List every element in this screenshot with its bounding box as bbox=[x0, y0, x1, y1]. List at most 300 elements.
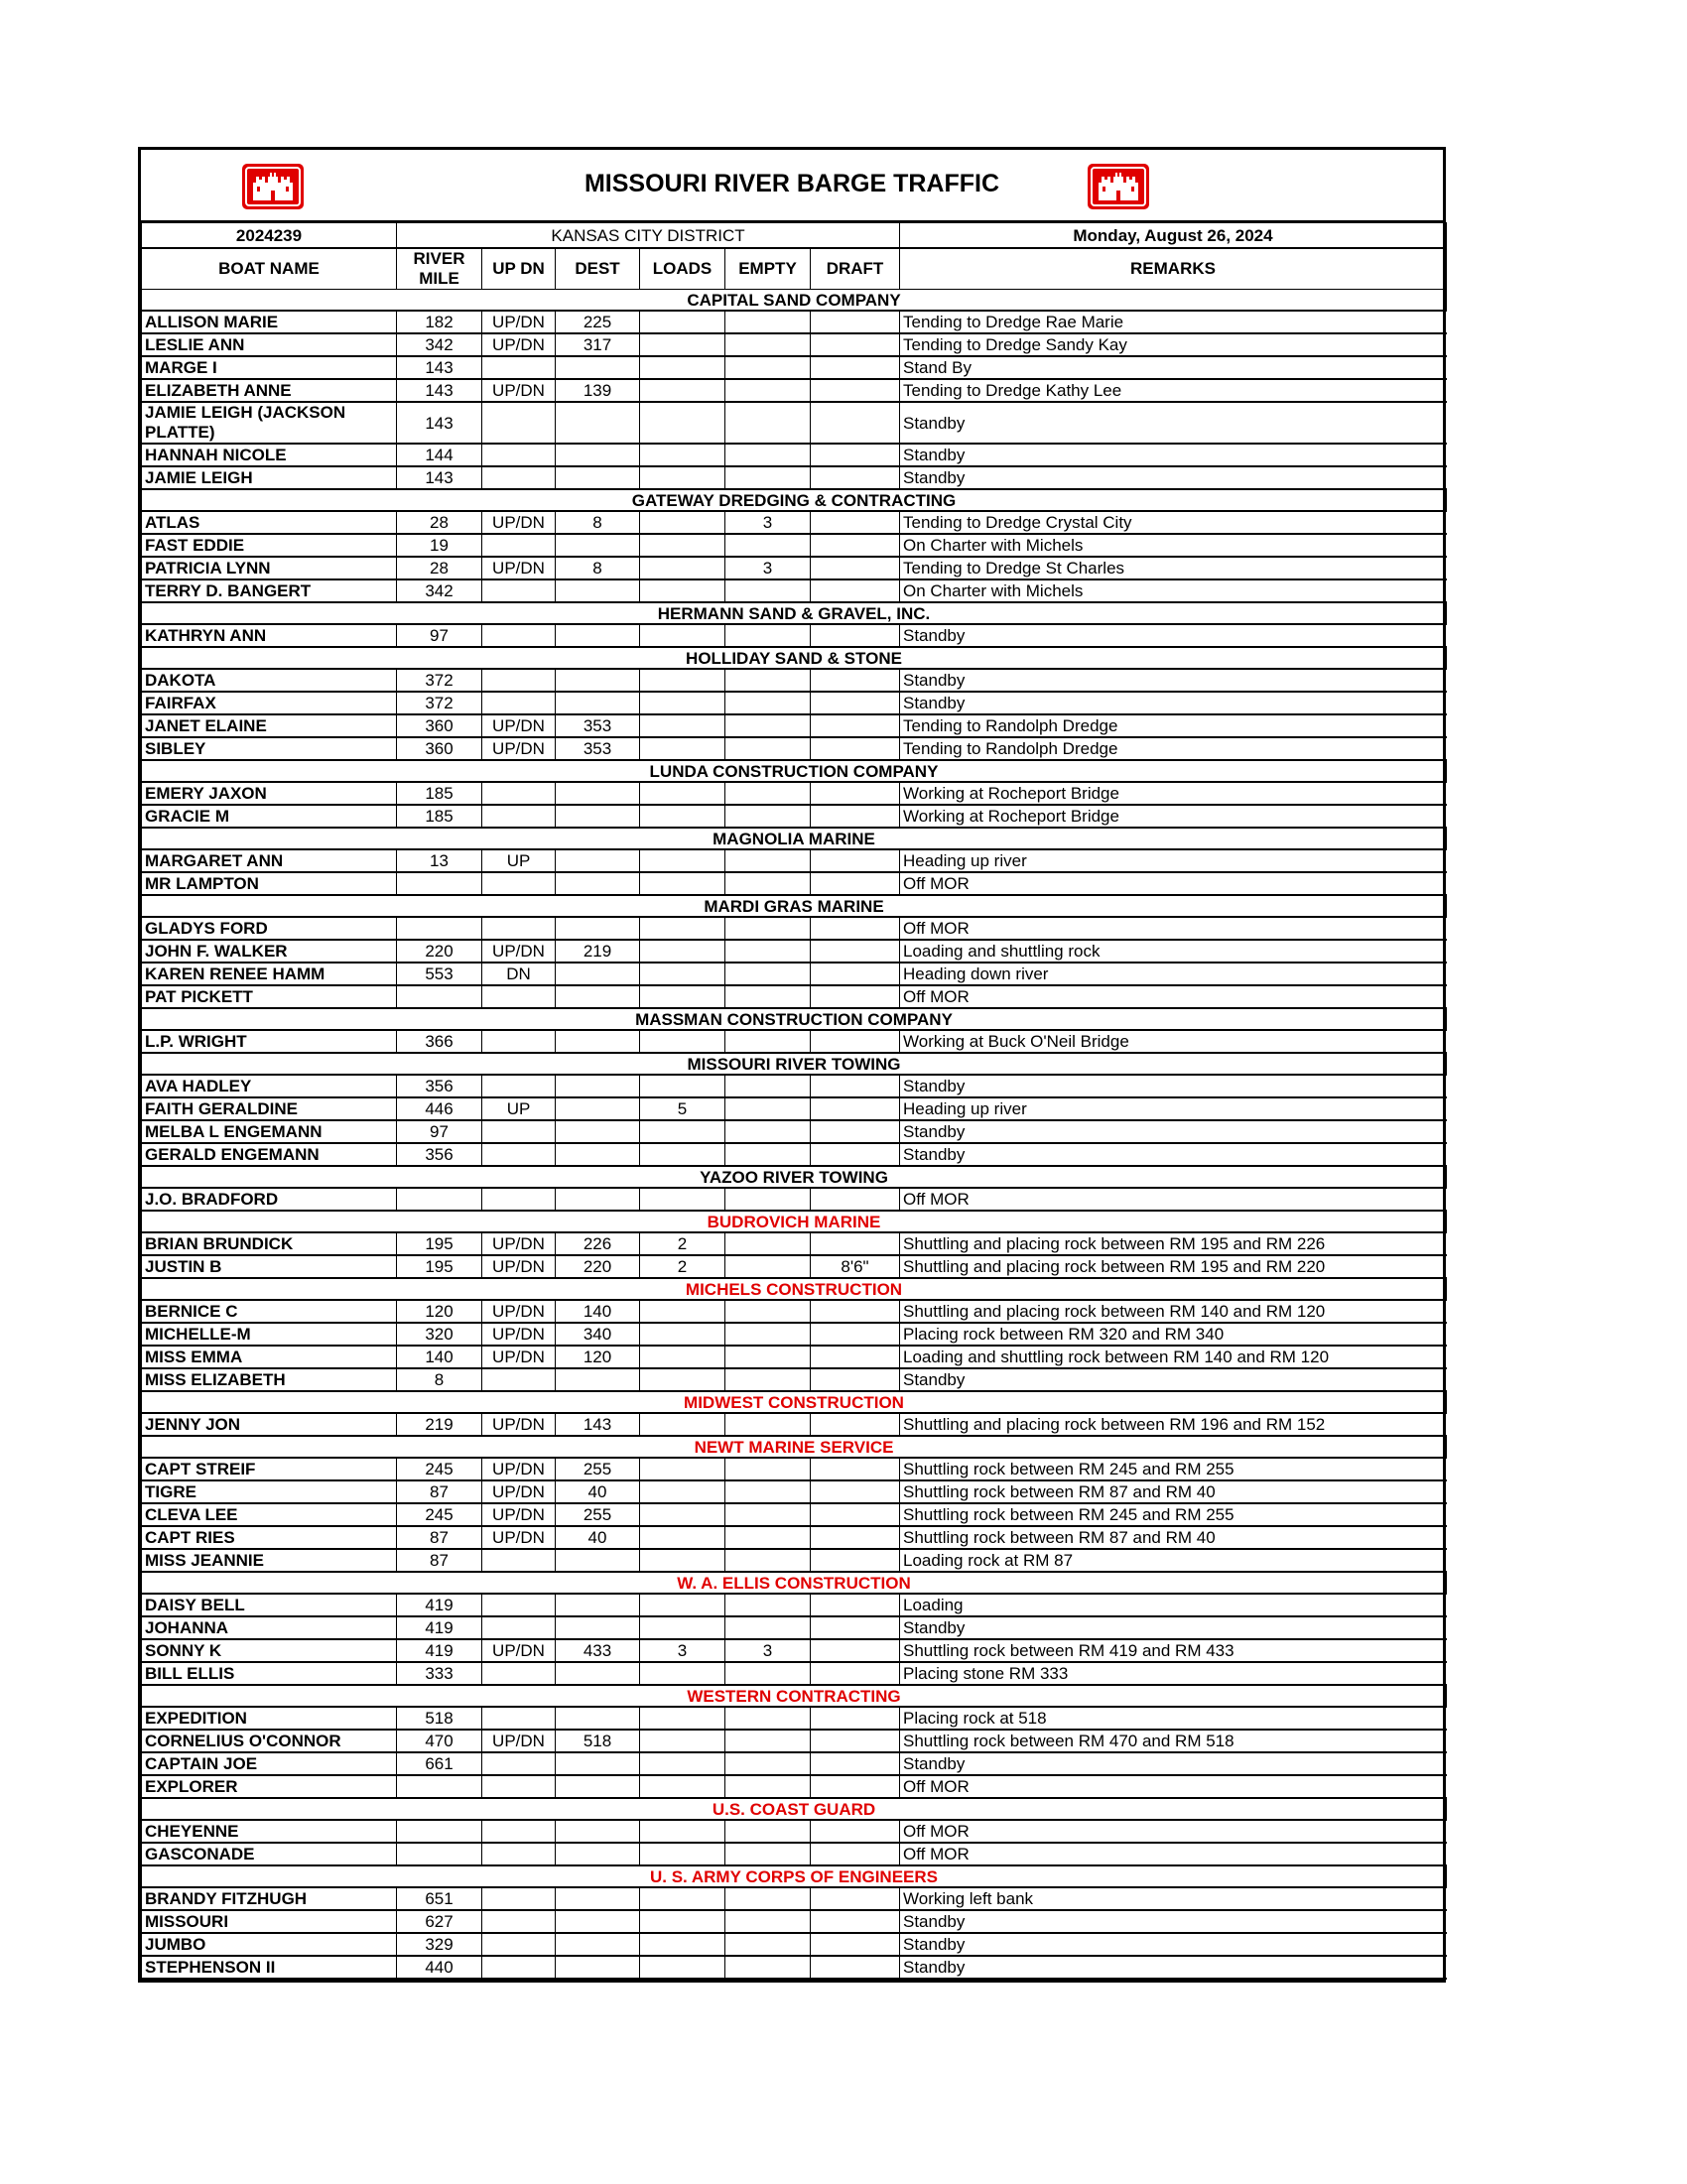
table-row bbox=[142, 1346, 1447, 1368]
remarks: Standby bbox=[900, 624, 1447, 647]
direction bbox=[482, 985, 556, 1008]
remarks: Standby bbox=[900, 1752, 1447, 1775]
destination: 8 bbox=[556, 557, 640, 579]
destination bbox=[556, 1662, 640, 1685]
empty bbox=[725, 1300, 811, 1323]
draft bbox=[811, 579, 900, 602]
draft bbox=[811, 872, 900, 895]
river-mile: 320 bbox=[397, 1323, 482, 1346]
draft bbox=[811, 985, 900, 1008]
empty bbox=[725, 1549, 811, 1572]
loads bbox=[640, 917, 725, 940]
direction bbox=[482, 1662, 556, 1685]
table-row bbox=[142, 444, 1447, 466]
empty: 3 bbox=[725, 511, 811, 534]
direction bbox=[482, 782, 556, 805]
destination bbox=[556, 402, 640, 444]
boat-name: FAIRFAX bbox=[142, 692, 397, 714]
boat-name: MISS EMMA bbox=[142, 1346, 397, 1368]
direction bbox=[482, 1820, 556, 1843]
direction: UP/DN bbox=[482, 1413, 556, 1436]
empty bbox=[725, 1752, 811, 1775]
section-title: U.S. COAST GUARD bbox=[142, 1798, 1447, 1820]
section-title: MICHELS CONSTRUCTION bbox=[142, 1278, 1447, 1300]
remarks: Working at Buck O'Neil Bridge bbox=[900, 1030, 1447, 1053]
river-mile: 185 bbox=[397, 805, 482, 828]
remarks: Shuttling and placing rock between RM 195 and RM 220 bbox=[900, 1255, 1447, 1278]
loads bbox=[640, 1526, 725, 1549]
destination bbox=[556, 1775, 640, 1798]
river-mile: 372 bbox=[397, 669, 482, 692]
draft bbox=[811, 1503, 900, 1526]
boat-name: AVA HADLEY bbox=[142, 1075, 397, 1097]
section-title: W. A. ELLIS CONSTRUCTION bbox=[142, 1572, 1447, 1594]
river-mile bbox=[397, 1820, 482, 1843]
loads bbox=[640, 1752, 725, 1775]
boat-name: CHEYENNE bbox=[142, 1820, 397, 1843]
loads bbox=[640, 1323, 725, 1346]
remarks: Loading rock at RM 87 bbox=[900, 1549, 1447, 1572]
table-row bbox=[142, 1300, 1447, 1323]
loads bbox=[640, 579, 725, 602]
table-row bbox=[142, 1662, 1447, 1685]
table-row bbox=[142, 1752, 1447, 1775]
loads bbox=[640, 1775, 725, 1798]
boat-name: JAMIE LEIGH bbox=[142, 466, 397, 489]
direction bbox=[482, 805, 556, 828]
river-mile: 28 bbox=[397, 511, 482, 534]
remarks: Shuttling rock between RM 87 and RM 40 bbox=[900, 1480, 1447, 1503]
loads bbox=[640, 1887, 725, 1910]
river-mile: 185 bbox=[397, 782, 482, 805]
remarks: Tending to Randolph Dredge bbox=[900, 737, 1447, 760]
section-header bbox=[142, 828, 1447, 849]
empty: 3 bbox=[725, 557, 811, 579]
river-mile: 13 bbox=[397, 849, 482, 872]
loads bbox=[640, 692, 725, 714]
direction bbox=[482, 1120, 556, 1143]
direction bbox=[482, 1368, 556, 1391]
table-row bbox=[142, 1639, 1447, 1662]
loads bbox=[640, 1616, 725, 1639]
section-title: NEWT MARINE SERVICE bbox=[142, 1436, 1447, 1458]
river-mile: 19 bbox=[397, 534, 482, 557]
loads: 2 bbox=[640, 1255, 725, 1278]
river-mile bbox=[397, 1775, 482, 1798]
destination bbox=[556, 1843, 640, 1865]
castle-logo-icon bbox=[1087, 163, 1150, 210]
remarks: Off MOR bbox=[900, 1843, 1447, 1865]
river-mile: 143 bbox=[397, 356, 482, 379]
direction bbox=[482, 444, 556, 466]
direction: UP/DN bbox=[482, 1232, 556, 1255]
loads bbox=[640, 737, 725, 760]
table-row bbox=[142, 963, 1447, 985]
loads bbox=[640, 1120, 725, 1143]
boat-name: JUMBO bbox=[142, 1933, 397, 1956]
destination bbox=[556, 1887, 640, 1910]
draft bbox=[811, 1910, 900, 1933]
river-mile bbox=[397, 985, 482, 1008]
draft bbox=[811, 1843, 900, 1865]
boat-name: MR LAMPTON bbox=[142, 872, 397, 895]
loads bbox=[640, 1707, 725, 1730]
section-header bbox=[142, 1798, 1447, 1820]
direction: UP/DN bbox=[482, 1458, 556, 1480]
remarks: Tending to Dredge Sandy Kay bbox=[900, 333, 1447, 356]
loads bbox=[640, 1933, 725, 1956]
section-title: MIDWEST CONSTRUCTION bbox=[142, 1391, 1447, 1413]
boat-name: MISS ELIZABETH bbox=[142, 1368, 397, 1391]
section-title: HERMANN SAND & GRAVEL, INC. bbox=[142, 602, 1447, 624]
river-mile: 220 bbox=[397, 940, 482, 963]
loads bbox=[640, 1662, 725, 1685]
river-mile: 97 bbox=[397, 1120, 482, 1143]
remarks: Off MOR bbox=[900, 872, 1447, 895]
direction bbox=[482, 692, 556, 714]
draft bbox=[811, 805, 900, 828]
direction bbox=[482, 1910, 556, 1933]
boat-name: ALLISON MARIE bbox=[142, 311, 397, 333]
destination bbox=[556, 849, 640, 872]
table-row bbox=[142, 624, 1447, 647]
section-header bbox=[142, 1166, 1447, 1188]
loads bbox=[640, 940, 725, 963]
table-row bbox=[142, 534, 1447, 557]
remarks: Standby bbox=[900, 669, 1447, 692]
col-header-draft: DRAFT bbox=[811, 248, 900, 290]
table-row bbox=[142, 511, 1447, 534]
boat-name: ELIZABETH ANNE bbox=[142, 379, 397, 402]
destination bbox=[556, 1752, 640, 1775]
destination bbox=[556, 624, 640, 647]
empty bbox=[725, 333, 811, 356]
empty bbox=[725, 1097, 811, 1120]
section-header bbox=[142, 1436, 1447, 1458]
boat-name: JAMIE LEIGH (JACKSON PLATTE) bbox=[142, 402, 397, 444]
table-row bbox=[142, 1368, 1447, 1391]
table-row bbox=[142, 1075, 1447, 1097]
loads bbox=[640, 963, 725, 985]
section-header bbox=[142, 1572, 1447, 1594]
table-row bbox=[142, 692, 1447, 714]
table-row bbox=[142, 466, 1447, 489]
section-header bbox=[142, 760, 1447, 782]
empty bbox=[725, 1820, 811, 1843]
table-row bbox=[142, 1594, 1447, 1616]
draft bbox=[811, 311, 900, 333]
table-row bbox=[142, 1143, 1447, 1166]
remarks: Tending to Dredge Crystal City bbox=[900, 511, 1447, 534]
direction: UP/DN bbox=[482, 1503, 556, 1526]
draft bbox=[811, 333, 900, 356]
empty bbox=[725, 1707, 811, 1730]
table-row bbox=[142, 1933, 1447, 1956]
empty bbox=[725, 1910, 811, 1933]
remarks: Shuttling rock between RM 470 and RM 518 bbox=[900, 1730, 1447, 1752]
direction bbox=[482, 1594, 556, 1616]
loads bbox=[640, 782, 725, 805]
direction bbox=[482, 1549, 556, 1572]
table-row bbox=[142, 402, 1447, 444]
section-title: WESTERN CONTRACTING bbox=[142, 1685, 1447, 1707]
river-mile bbox=[397, 1188, 482, 1211]
empty bbox=[725, 356, 811, 379]
info-row bbox=[142, 223, 1447, 249]
river-mile: 440 bbox=[397, 1956, 482, 1979]
remarks: Loading and shuttling rock between RM 140 and RM 120 bbox=[900, 1346, 1447, 1368]
river-mile bbox=[397, 872, 482, 895]
destination bbox=[556, 1188, 640, 1211]
direction bbox=[482, 624, 556, 647]
direction bbox=[482, 1752, 556, 1775]
draft bbox=[811, 1775, 900, 1798]
boat-name: CAPT STREIF bbox=[142, 1458, 397, 1480]
destination bbox=[556, 1594, 640, 1616]
col-header-dest: DEST bbox=[556, 248, 640, 290]
river-mile: 627 bbox=[397, 1910, 482, 1933]
empty bbox=[725, 1030, 811, 1053]
loads bbox=[640, 402, 725, 444]
remarks: Off MOR bbox=[900, 985, 1447, 1008]
empty bbox=[725, 1323, 811, 1346]
river-mile: 372 bbox=[397, 692, 482, 714]
river-mile: 356 bbox=[397, 1075, 482, 1097]
draft bbox=[811, 356, 900, 379]
river-mile: 87 bbox=[397, 1480, 482, 1503]
boat-name: MARGE I bbox=[142, 356, 397, 379]
destination: 340 bbox=[556, 1323, 640, 1346]
boat-name: DAKOTA bbox=[142, 669, 397, 692]
draft bbox=[811, 379, 900, 402]
table-row bbox=[142, 1956, 1447, 1979]
remarks: Stand By bbox=[900, 356, 1447, 379]
destination bbox=[556, 963, 640, 985]
river-mile: 182 bbox=[397, 311, 482, 333]
district-name: KANSAS CITY DISTRICT bbox=[397, 223, 900, 249]
table-row bbox=[142, 356, 1447, 379]
direction bbox=[482, 1030, 556, 1053]
remarks: Heading up river bbox=[900, 1097, 1447, 1120]
section-title: YAZOO RIVER TOWING bbox=[142, 1166, 1447, 1188]
empty bbox=[725, 1730, 811, 1752]
direction: UP/DN bbox=[482, 1730, 556, 1752]
direction bbox=[482, 1933, 556, 1956]
table-row bbox=[142, 1526, 1447, 1549]
boat-name: STEPHENSON II bbox=[142, 1956, 397, 1979]
empty bbox=[725, 1662, 811, 1685]
river-mile: 446 bbox=[397, 1097, 482, 1120]
boat-name: EXPLORER bbox=[142, 1775, 397, 1798]
boat-name: TERRY D. BANGERT bbox=[142, 579, 397, 602]
direction bbox=[482, 1143, 556, 1166]
remarks: Working left bank bbox=[900, 1887, 1447, 1910]
boat-name: KATHRYN ANN bbox=[142, 624, 397, 647]
draft bbox=[811, 1300, 900, 1323]
empty bbox=[725, 805, 811, 828]
river-mile: 342 bbox=[397, 579, 482, 602]
boat-name: FAITH GERALDINE bbox=[142, 1097, 397, 1120]
draft bbox=[811, 1030, 900, 1053]
direction: UP/DN bbox=[482, 379, 556, 402]
direction: UP/DN bbox=[482, 714, 556, 737]
destination: 219 bbox=[556, 940, 640, 963]
destination bbox=[556, 1097, 640, 1120]
remarks: Shuttling rock between RM 245 and RM 255 bbox=[900, 1503, 1447, 1526]
destination bbox=[556, 805, 640, 828]
draft bbox=[811, 1639, 900, 1662]
section-header bbox=[142, 647, 1447, 669]
table-row bbox=[142, 1887, 1447, 1910]
remarks: Standby bbox=[900, 466, 1447, 489]
empty bbox=[725, 1594, 811, 1616]
empty bbox=[725, 624, 811, 647]
boat-name: GLADYS FORD bbox=[142, 917, 397, 940]
empty bbox=[725, 579, 811, 602]
draft bbox=[811, 1368, 900, 1391]
boat-name: CLEVA LEE bbox=[142, 1503, 397, 1526]
empty bbox=[725, 1480, 811, 1503]
draft bbox=[811, 1232, 900, 1255]
draft bbox=[811, 1323, 900, 1346]
destination: 8 bbox=[556, 511, 640, 534]
direction bbox=[482, 1887, 556, 1910]
boat-name: BILL ELLIS bbox=[142, 1662, 397, 1685]
loads bbox=[640, 624, 725, 647]
river-mile: 661 bbox=[397, 1752, 482, 1775]
section-header bbox=[142, 1685, 1447, 1707]
river-mile: 143 bbox=[397, 402, 482, 444]
loads bbox=[640, 985, 725, 1008]
table-row bbox=[142, 1413, 1447, 1436]
empty bbox=[725, 1775, 811, 1798]
draft bbox=[811, 940, 900, 963]
table-row bbox=[142, 872, 1447, 895]
destination: 40 bbox=[556, 1480, 640, 1503]
section-title: U. S. ARMY CORPS OF ENGINEERS bbox=[142, 1865, 1447, 1887]
river-mile: 651 bbox=[397, 1887, 482, 1910]
section-title: MASSMAN CONSTRUCTION COMPANY bbox=[142, 1008, 1447, 1030]
boat-name: J.O. BRADFORD bbox=[142, 1188, 397, 1211]
loads bbox=[640, 1143, 725, 1166]
destination bbox=[556, 1820, 640, 1843]
river-mile: 360 bbox=[397, 714, 482, 737]
destination bbox=[556, 669, 640, 692]
destination: 353 bbox=[556, 737, 640, 760]
table-row bbox=[142, 579, 1447, 602]
boat-name: BRANDY FITZHUGH bbox=[142, 1887, 397, 1910]
table-row bbox=[142, 1549, 1447, 1572]
loads bbox=[640, 1075, 725, 1097]
boat-name: SONNY K bbox=[142, 1639, 397, 1662]
section-header bbox=[142, 602, 1447, 624]
draft bbox=[811, 1616, 900, 1639]
section-title: GATEWAY DREDGING & CONTRACTING bbox=[142, 489, 1447, 511]
destination bbox=[556, 985, 640, 1008]
section-title: MAGNOLIA MARINE bbox=[142, 828, 1447, 849]
destination bbox=[556, 466, 640, 489]
empty bbox=[725, 1956, 811, 1979]
table-row bbox=[142, 1616, 1447, 1639]
boat-name: JENNY JON bbox=[142, 1413, 397, 1436]
draft bbox=[811, 511, 900, 534]
loads bbox=[640, 557, 725, 579]
draft bbox=[811, 669, 900, 692]
section-header bbox=[142, 290, 1447, 312]
loads bbox=[640, 1188, 725, 1211]
boat-name: KAREN RENEE HAMM bbox=[142, 963, 397, 985]
destination bbox=[556, 1143, 640, 1166]
draft bbox=[811, 402, 900, 444]
boat-name: SIBLEY bbox=[142, 737, 397, 760]
remarks: Heading up river bbox=[900, 849, 1447, 872]
loads bbox=[640, 1503, 725, 1526]
boat-name: FAST EDDIE bbox=[142, 534, 397, 557]
remarks: Working at Rocheport Bridge bbox=[900, 782, 1447, 805]
table-row bbox=[142, 1030, 1447, 1053]
boat-name: DAISY BELL bbox=[142, 1594, 397, 1616]
empty bbox=[725, 1526, 811, 1549]
remarks: Loading bbox=[900, 1594, 1447, 1616]
boat-name: MELBA L ENGEMANN bbox=[142, 1120, 397, 1143]
river-mile: 28 bbox=[397, 557, 482, 579]
section-title: LUNDA CONSTRUCTION COMPANY bbox=[142, 760, 1447, 782]
barge-traffic-sheet bbox=[138, 147, 1446, 1983]
river-mile: 342 bbox=[397, 333, 482, 356]
remarks: Standby bbox=[900, 1616, 1447, 1639]
draft bbox=[811, 1549, 900, 1572]
section-title: BUDROVICH MARINE bbox=[142, 1211, 1447, 1232]
direction bbox=[482, 1616, 556, 1639]
direction: UP/DN bbox=[482, 1526, 556, 1549]
loads bbox=[640, 849, 725, 872]
empty bbox=[725, 1503, 811, 1526]
table-row bbox=[142, 1820, 1447, 1843]
column-header-row bbox=[142, 248, 1447, 290]
loads: 5 bbox=[640, 1097, 725, 1120]
direction bbox=[482, 1956, 556, 1979]
empty bbox=[725, 714, 811, 737]
empty bbox=[725, 1933, 811, 1956]
boat-name: JUSTIN B bbox=[142, 1255, 397, 1278]
empty bbox=[725, 737, 811, 760]
river-mile: 143 bbox=[397, 379, 482, 402]
river-mile: 144 bbox=[397, 444, 482, 466]
empty bbox=[725, 1075, 811, 1097]
section-header bbox=[142, 1008, 1447, 1030]
draft bbox=[811, 1887, 900, 1910]
table-row bbox=[142, 1255, 1447, 1278]
boat-name: GASCONADE bbox=[142, 1843, 397, 1865]
draft bbox=[811, 1480, 900, 1503]
remarks: Off MOR bbox=[900, 917, 1447, 940]
destination bbox=[556, 1910, 640, 1933]
loads bbox=[640, 356, 725, 379]
direction bbox=[482, 669, 556, 692]
empty bbox=[725, 1143, 811, 1166]
empty bbox=[725, 1255, 811, 1278]
direction bbox=[482, 534, 556, 557]
destination bbox=[556, 1933, 640, 1956]
boat-name: ATLAS bbox=[142, 511, 397, 534]
remarks: Tending to Dredge St Charles bbox=[900, 557, 1447, 579]
river-mile: 329 bbox=[397, 1933, 482, 1956]
barge-table bbox=[141, 222, 1447, 1980]
remarks: Off MOR bbox=[900, 1820, 1447, 1843]
river-mile: 419 bbox=[397, 1639, 482, 1662]
boat-name: PATRICIA LYNN bbox=[142, 557, 397, 579]
direction bbox=[482, 1843, 556, 1865]
